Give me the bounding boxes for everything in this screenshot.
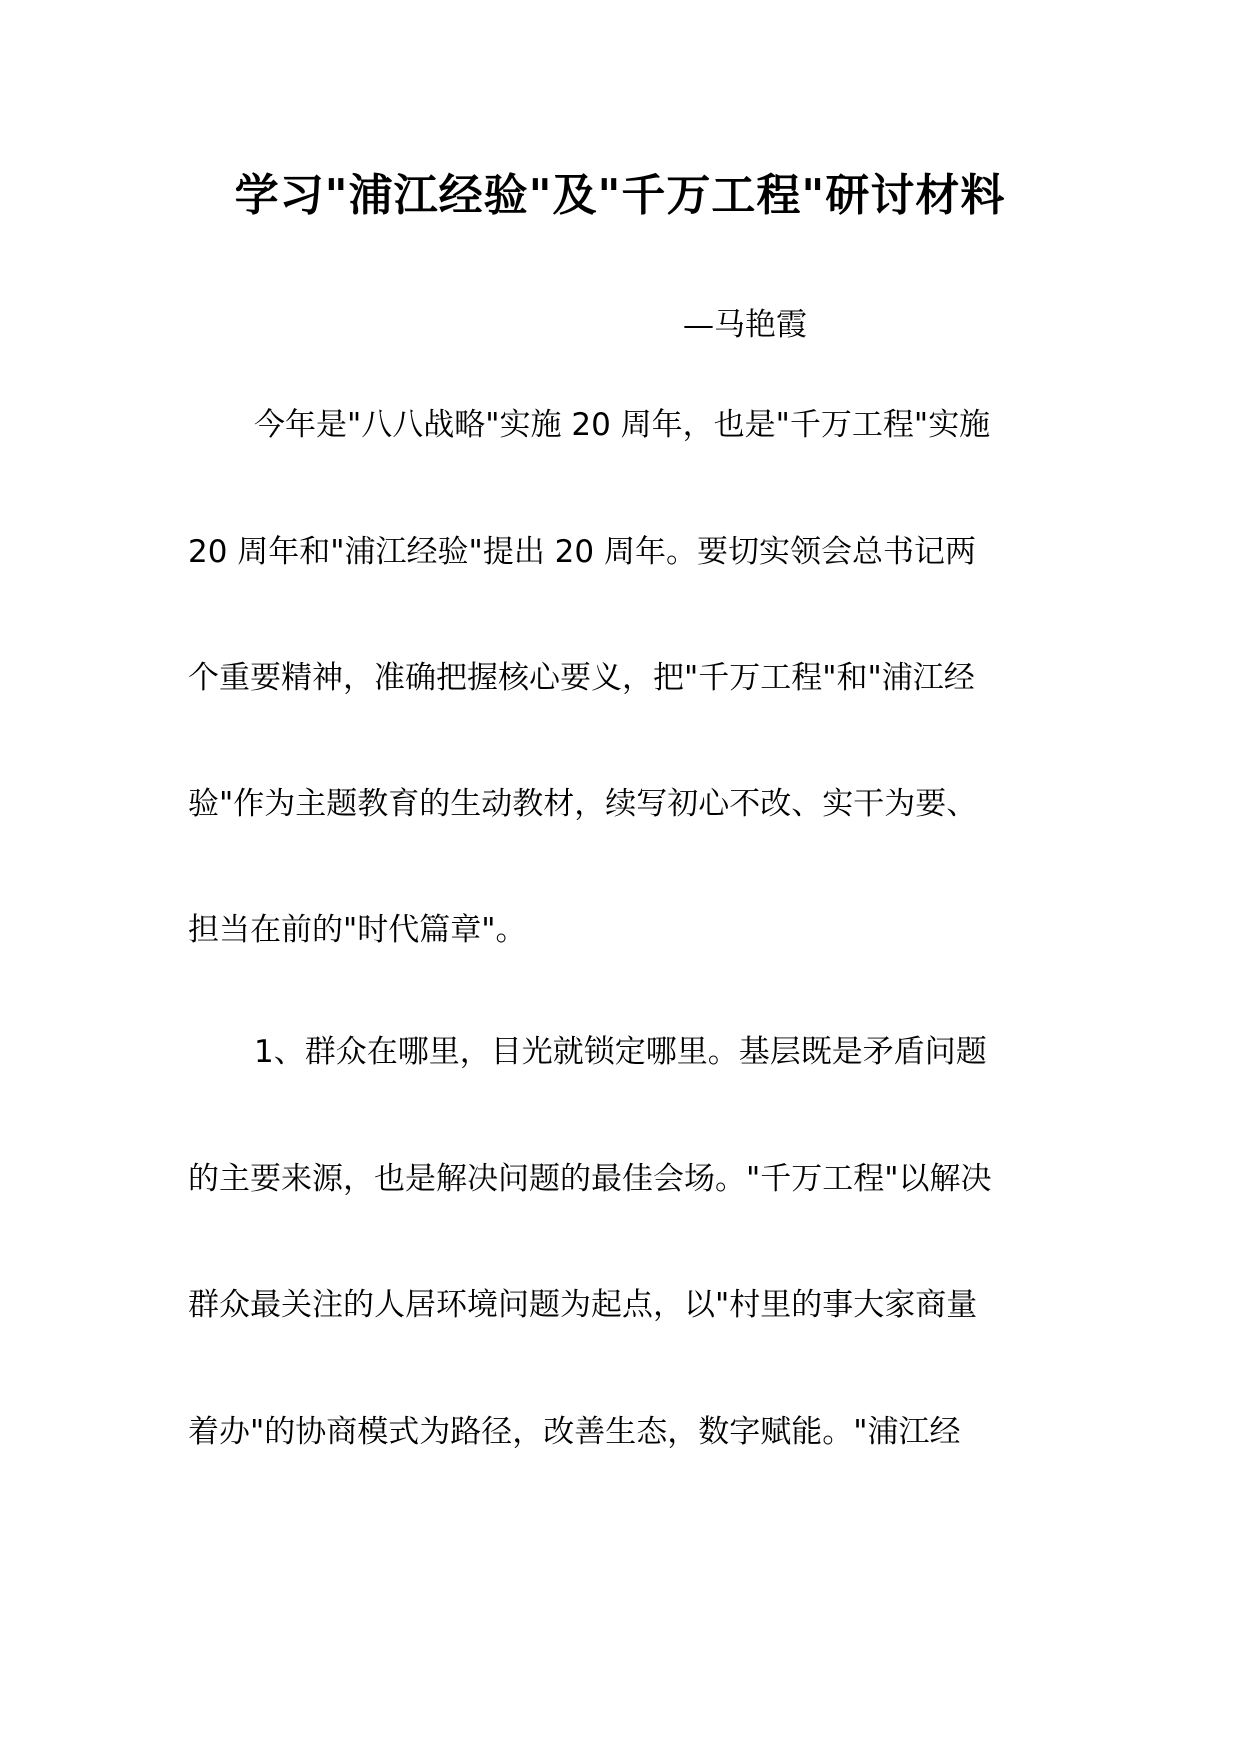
paragraph-line: 验"作为主题教育的生动教材，续写初心不改、实干为要、 [188, 786, 978, 822]
paragraph-line: 个重要精神，准确把握核心要义，把"千万工程"和"浦江经 [188, 660, 975, 696]
author-line: —马艳霞 [683, 307, 807, 343]
paragraph-line: 今年是"八八战略"实施 20 周年，也是"千万工程"实施 [254, 407, 991, 443]
paragraph-line: 着办"的协商模式为路径，改善生态，数字赋能。"浦江经 [188, 1414, 961, 1450]
document-title: 学习"浦江经验"及"千万工程"研讨材料 [234, 170, 1006, 221]
paragraph-line: 1、群众在哪里，目光就锁定哪里。基层既是矛盾问题 [254, 1034, 987, 1070]
paragraph-line: 群众最关注的人居环境问题为起点，以"村里的事大家商量 [188, 1287, 978, 1323]
paragraph-line: 的主要来源，也是解决问题的最佳会场。"千万工程"以解决 [188, 1161, 992, 1197]
paragraph-line: 20 周年和"浦江经验"提出 20 周年。要切实领会总书记两 [188, 534, 976, 570]
paragraph-line: 担当在前的"时代篇章"。 [188, 912, 527, 948]
